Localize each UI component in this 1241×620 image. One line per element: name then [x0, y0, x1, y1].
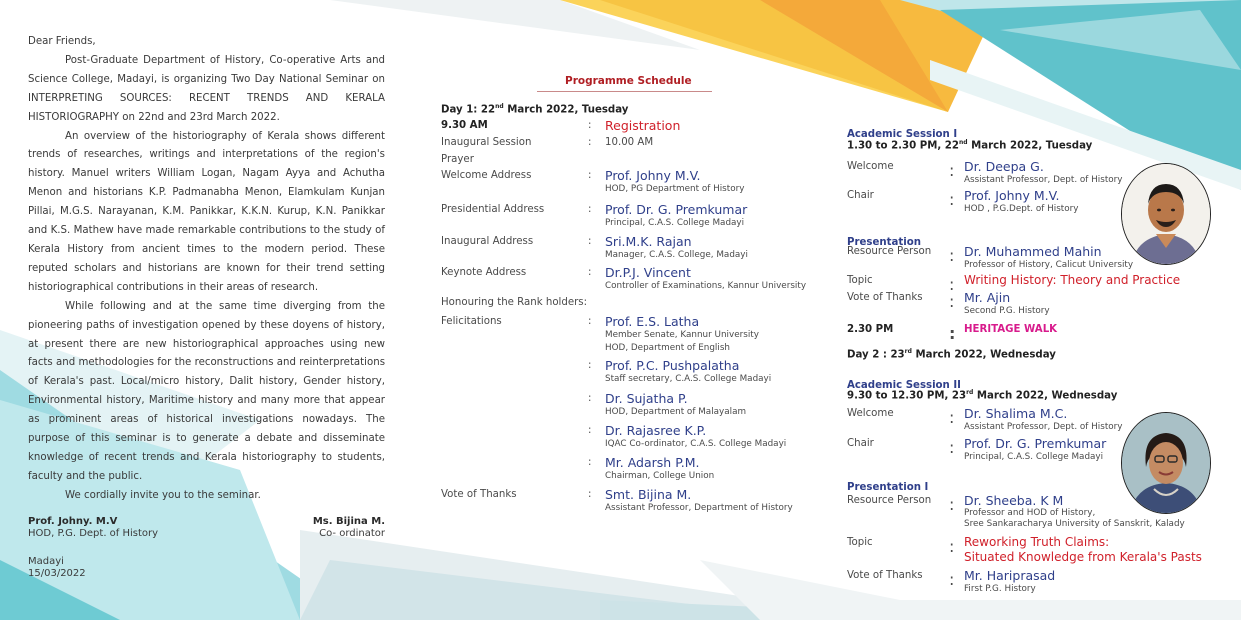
- felicitator-role: Chairman, College Union: [605, 471, 715, 481]
- inaugural-address-label: Inaugural Address: [441, 236, 534, 247]
- session2-time-b: March 2022, Wednesday: [973, 390, 1118, 402]
- colon: :: [588, 489, 592, 500]
- keynote-role: Controller of Examinations, Kannur University: [605, 281, 807, 291]
- welcome-role: Assistant Professor, Dept. of History: [964, 422, 1123, 432]
- topic-text: Situated Knowledge from Kerala's Pasts: [964, 550, 1202, 564]
- colon: :: [588, 120, 592, 131]
- resource-person-role: Professor and HOD of History,: [964, 508, 1096, 518]
- felicitator-role: Member Senate, Kannur University: [605, 330, 759, 340]
- topic-label: Topic: [847, 537, 873, 548]
- topic-text: Writing History: Theory and Practice: [964, 273, 1181, 287]
- inaugural-session-label: Inaugural Session: [441, 137, 532, 148]
- felicitator-role: HOD, Department of Malayalam: [605, 407, 747, 417]
- felicitator-role: Staff secretary, C.A.S. College Madayi: [605, 374, 772, 384]
- vote-label: Vote of Thanks: [847, 292, 923, 303]
- day2-suffix: March 2022, Wednesday: [911, 349, 1056, 361]
- day1-heading: [441, 103, 841, 115]
- session1-time: [847, 139, 1241, 151]
- session1-title: Academic Session I: [847, 129, 958, 140]
- colon: :: [588, 137, 592, 148]
- day1-sup: nd: [495, 103, 504, 110]
- felicitator-role: HOD, Department of English: [605, 343, 730, 353]
- colon: :: [588, 267, 592, 278]
- day2-prefix: Day 2 : 23: [847, 349, 905, 361]
- inaugural-time: 10.00 AM: [605, 137, 654, 148]
- signature-right: [285, 516, 385, 540]
- colon: :: [588, 393, 592, 404]
- colon: :: [949, 292, 955, 311]
- place: Madayi: [28, 556, 64, 567]
- colon: :: [949, 275, 955, 294]
- session1-time-a: 1.30 to 2.30 PM, 22: [847, 140, 959, 152]
- session2-title: Academic Session II: [847, 380, 961, 391]
- welcome-name: Dr. Deepa G.: [964, 159, 1044, 174]
- topic-text: Reworking Truth Claims:: [964, 535, 1110, 549]
- colon: :: [949, 161, 955, 180]
- heritage-walk-label: HERITAGE WALK: [964, 324, 1058, 335]
- welcome-label: Welcome: [847, 408, 894, 419]
- felicitator-name: Prof. E.S. Latha: [605, 314, 700, 329]
- topic-label: Topic: [847, 275, 873, 286]
- signatory-name: Prof. Johny. M.V: [28, 516, 118, 527]
- welcome-label: Welcome Address: [441, 170, 532, 181]
- speaker-photo-male: [1121, 163, 1211, 265]
- vote-name: Smt. Bijina M.: [605, 487, 692, 502]
- day2-sup: rd: [904, 348, 912, 355]
- presidential-role: Principal, C.A.S. College Madayi: [605, 218, 745, 228]
- coordinator-role: Co- ordinator: [319, 528, 385, 539]
- letter-paragraph-3: While following and at the same time diverging from the pioneering paths of investigation opened by these doyens of history, at present there are new historiographical approaches using new facts and methodologies for the reconstructions and reinterpretations of Kerala's past. Local/micro history, Dalit history, Gender history, Environmental history, Maritime history and many more that appear as prominent areas of historical investigations nowadays. The purpose of this seminar is to generate a debate and disseminate knowledge of recent trends and Kerala historiography to students, faculty and the public.: [28, 300, 385, 482]
- welcome-label: Welcome: [847, 161, 894, 172]
- session1-time-b: March 2022, Tuesday: [967, 140, 1093, 152]
- vote-name: Mr. Hariprasad: [964, 568, 1056, 583]
- presidential-label: Presidential Address: [441, 204, 545, 215]
- session2-time-a: 9.30 to 12.30 PM, 23: [847, 390, 967, 402]
- felicitator-name: Dr. Sujatha P.: [605, 391, 688, 406]
- coordinator-name: Ms. Bijina M.: [312, 516, 385, 527]
- chair-label: Chair: [847, 190, 874, 201]
- vote-role: Assistant Professor, Department of History: [605, 503, 793, 513]
- vote-label: Vote of Thanks: [847, 570, 923, 581]
- resource-person-name: Dr. Sheeba. K M: [964, 493, 1064, 508]
- welcome-name: Prof. Johny M.V.: [605, 168, 701, 183]
- session1-time-sup: nd: [958, 139, 968, 146]
- resource-person-affiliation: Sree Sankaracharya University of Sanskrit, Kalady: [964, 519, 1185, 529]
- colon: :: [588, 457, 592, 468]
- day1-prefix: Day 1: 22: [441, 104, 496, 116]
- registration-time: 9.30 AM: [441, 120, 488, 131]
- chair-label: Chair: [847, 438, 874, 449]
- welcome-role: HOD, PG Department of History: [605, 184, 745, 194]
- chair-role: HOD , P.G.Dept. of History: [964, 204, 1079, 214]
- letter-paragraph-2: An overview of the historiography of Kerala shows different trends of researches, writings and interpretations of the region's history. Manuel writers William Logan, Nagam Ayya and Achutha Menon and historians K.P. Padmanabha Menon, Elamkulam Kunjan Pillai, M.G.S. Narayanan, K.M. Panikkar, K.K.N. Kurup, K.N. Panikkar and K.S. Mathew have made remarkable contributions to the study of Kerala History from ancient times to the modern period. These reputed scholars and historians are known for their trend setting historiographical contributions in their areas of research.: [28, 130, 385, 293]
- letter-paragraph-1: Post-Graduate Department of History, Co-operative Arts and Science College, Madayi, is organizing Two Day National Seminar on INTERPRETING SOURCES: RECENT TRENDS AND KERALA HISTORIOGRAPHY on 22nd and 23rd March 2022.: [28, 54, 385, 123]
- session2-time: [847, 389, 1241, 401]
- chair-name: Prof. Dr. G. Premkumar: [964, 436, 1107, 451]
- colon: :: [949, 408, 955, 427]
- felicitator-name: Prof. P.C. Pushpalatha: [605, 358, 740, 373]
- speaker-photo-female: [1121, 412, 1211, 514]
- session2-time-sup: rd: [966, 389, 974, 396]
- welcome-name: Dr. Shalima M.C.: [964, 406, 1068, 421]
- felicitations-label: Felicitations: [441, 316, 502, 327]
- walk-time: 2.30 PM: [847, 324, 894, 335]
- salutation: Dear Friends,: [28, 36, 96, 47]
- felicitator-name: Dr. Rajasree K.P.: [605, 423, 707, 438]
- colon: :: [588, 236, 592, 247]
- presidential-name: Prof. Dr. G. Premkumar: [605, 202, 748, 217]
- colon: :: [949, 570, 955, 589]
- keynote-label: Keynote Address: [441, 267, 527, 278]
- inaugural-name: Sri.M.K. Rajan: [605, 234, 692, 249]
- colon: :: [588, 360, 592, 371]
- place-date: [28, 556, 86, 580]
- inaugural-role: Manager, C.A.S. College, Madayi: [605, 250, 748, 260]
- colon: :: [949, 324, 956, 343]
- colon: :: [949, 438, 955, 457]
- resource-person-name: Dr. Muhammed Mahin: [964, 244, 1102, 259]
- chair-name: Prof. Johny M.V.: [964, 188, 1060, 203]
- signature-left: [28, 516, 158, 540]
- letter-date: 15/03/2022: [28, 568, 86, 579]
- signatory-role: HOD, P.G. Dept. of History: [28, 528, 159, 539]
- felicitator-role: IQAC Co-ordinator, C.A.S. College Madayi: [605, 439, 787, 449]
- colon: :: [949, 190, 955, 209]
- day1-suffix: March 2022, Tuesday: [503, 104, 629, 116]
- colon: :: [588, 425, 592, 436]
- presentation-title: Presentation I: [847, 482, 929, 493]
- day2-heading: [847, 348, 1241, 360]
- invitation-letter: [28, 33, 385, 506]
- keynote-name: Dr.P.J. Vincent: [605, 265, 691, 280]
- resource-person-label: Resource Person: [847, 246, 932, 257]
- title-underline: [537, 91, 712, 92]
- vote-name: Mr. Ajin: [964, 290, 1011, 305]
- registration-label: Registration: [605, 118, 681, 133]
- welcome-role: Assistant Professor, Dept. of History: [964, 175, 1123, 185]
- resource-person-label: Resource Person: [847, 495, 932, 506]
- colon: :: [949, 246, 955, 265]
- felicitator-name: Mr. Adarsh P.M.: [605, 455, 700, 470]
- schedule-title: Programme Schedule: [565, 75, 692, 87]
- letter-paragraph-4: We cordially invite you to the seminar.: [65, 489, 261, 501]
- vote-role: Second P.G. History: [964, 306, 1050, 316]
- colon: :: [588, 170, 592, 181]
- vote-role: First P.G. History: [964, 584, 1036, 594]
- presentation-title: Presentation: [847, 237, 921, 248]
- chair-role: Principal, C.A.S. College Madayi: [964, 452, 1104, 462]
- vote-label: Vote of Thanks: [441, 489, 517, 500]
- resource-person-role: Professor of History, Calicut University: [964, 260, 1134, 270]
- honouring-label: Honouring the Rank holders:: [441, 297, 588, 308]
- colon: :: [949, 495, 955, 514]
- colon: :: [588, 204, 592, 215]
- colon: :: [588, 316, 592, 327]
- prayer-label: Prayer: [441, 154, 474, 165]
- colon: :: [949, 537, 955, 556]
